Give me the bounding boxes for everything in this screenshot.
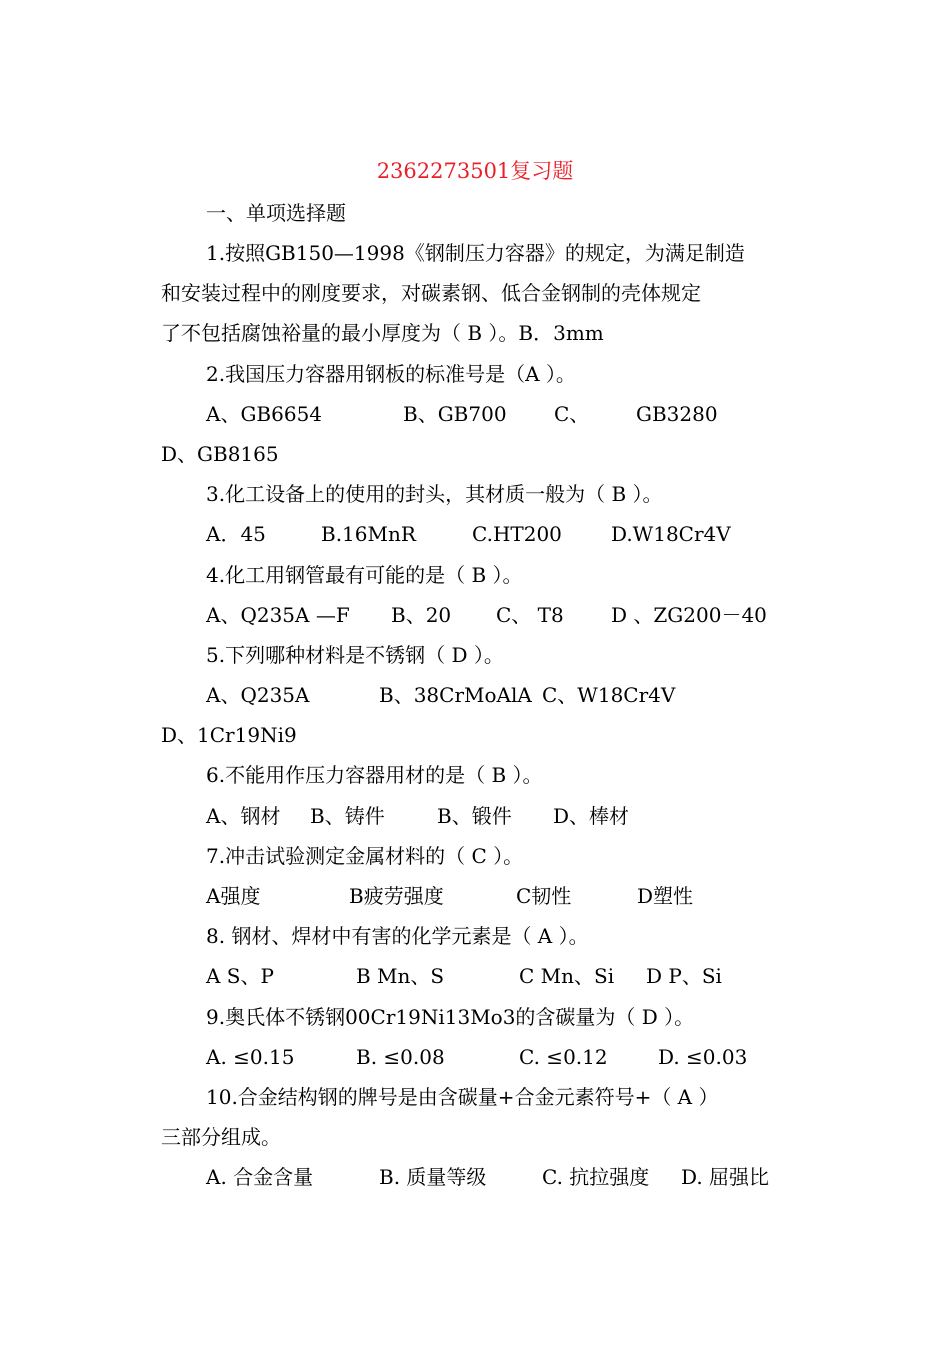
option-b: B. 质量等级 xyxy=(379,1165,487,1189)
option-d: D塑性 xyxy=(637,884,694,908)
option-a: A. 合金含量 xyxy=(206,1165,314,1189)
question-4: 4.化工用钢管最有可能的是（ B ）。 xyxy=(206,563,523,587)
option-a: A、Q235A xyxy=(206,683,310,707)
question-10-line-1: 10.合金结构钢的牌号是由含碳量+合金元素符号+（ A ） xyxy=(206,1085,719,1109)
option-c: C、 T8 xyxy=(496,603,564,627)
question-9: 9.奥氏体不锈钢00Cr19Ni13Mo3的含碳量为（ D ）。 xyxy=(206,1005,695,1029)
option-c: B、锻件 xyxy=(437,804,512,828)
option-b: B疲劳强度 xyxy=(349,884,444,908)
option-d: D P、Si xyxy=(646,964,722,988)
option-c-value: GB3280 xyxy=(636,402,718,426)
option-b: B、GB700 xyxy=(403,402,507,426)
option-a: A、Q235A —F xyxy=(206,603,350,627)
option-b: B.16MnR xyxy=(321,522,416,546)
option-c: C. 抗拉强度 xyxy=(542,1165,650,1189)
question-10-line-2: 三部分组成。 xyxy=(161,1125,281,1149)
option-a: A S、P xyxy=(206,964,274,988)
option-d: D、棒材 xyxy=(553,804,630,828)
option-b: B、38CrMoAlA xyxy=(379,683,532,707)
option-a: A强度 xyxy=(206,884,261,908)
question-7: 7.冲击试验测定金属材料的（ C ）。 xyxy=(206,844,524,868)
question-2: 2.我国压力容器用钢板的标准号是（A ）。 xyxy=(206,362,576,386)
question-2-option-d: D、GB8165 xyxy=(161,442,279,466)
option-c: C Mn、Si xyxy=(519,964,615,988)
option-b: B. ≤0.08 xyxy=(356,1045,445,1069)
option-c: C. ≤0.12 xyxy=(519,1045,608,1069)
option-b: B、20 xyxy=(391,603,452,627)
option-a: A．45 xyxy=(206,522,266,546)
question-8: 8. 钢材、焊材中有害的化学元素是（ A ）。 xyxy=(206,924,589,948)
option-d: D. ≤0.03 xyxy=(658,1045,748,1069)
question-5-option-d: D、1Cr19Ni9 xyxy=(161,723,297,747)
option-d: D.W18Cr4V xyxy=(611,522,731,546)
question-1-line-3: 了不包括腐蚀裕量的最小厚度为（ B ）。B．3mm xyxy=(161,321,604,345)
option-b: B、铸件 xyxy=(310,804,385,828)
question-1-line-1: 1.按照GB150—1998《钢制压力容器》的规定，为满足制造 xyxy=(206,241,745,265)
option-a: A、钢材 xyxy=(206,804,281,828)
option-a: A. ≤0.15 xyxy=(206,1045,295,1069)
option-c: C.HT200 xyxy=(472,522,562,546)
option-a: A、GB6654 xyxy=(206,402,323,426)
option-c: C、W18Cr4V xyxy=(542,683,676,707)
question-3: 3.化工设备上的使用的封头，其材质一般为（ B ）。 xyxy=(206,482,663,506)
question-6: 6.不能用作压力容器用材的是（ B ）。 xyxy=(206,763,543,787)
option-c: C韧性 xyxy=(516,884,572,908)
option-d: D. 屈强比 xyxy=(681,1165,770,1189)
option-d: D 、ZG200－40 xyxy=(611,603,767,627)
document-title: 2362273501复习题 xyxy=(376,159,574,183)
option-b: B Mn、S xyxy=(356,964,445,988)
section-heading: 一、单项选择题 xyxy=(206,201,346,225)
question-1-line-2: 和安装过程中的刚度要求，对碳素钢、低合金钢制的壳体规定 xyxy=(161,281,701,305)
option-c: C、 xyxy=(554,402,590,426)
question-5: 5.下列哪种材料是不锈钢（ D ）。 xyxy=(206,643,504,667)
